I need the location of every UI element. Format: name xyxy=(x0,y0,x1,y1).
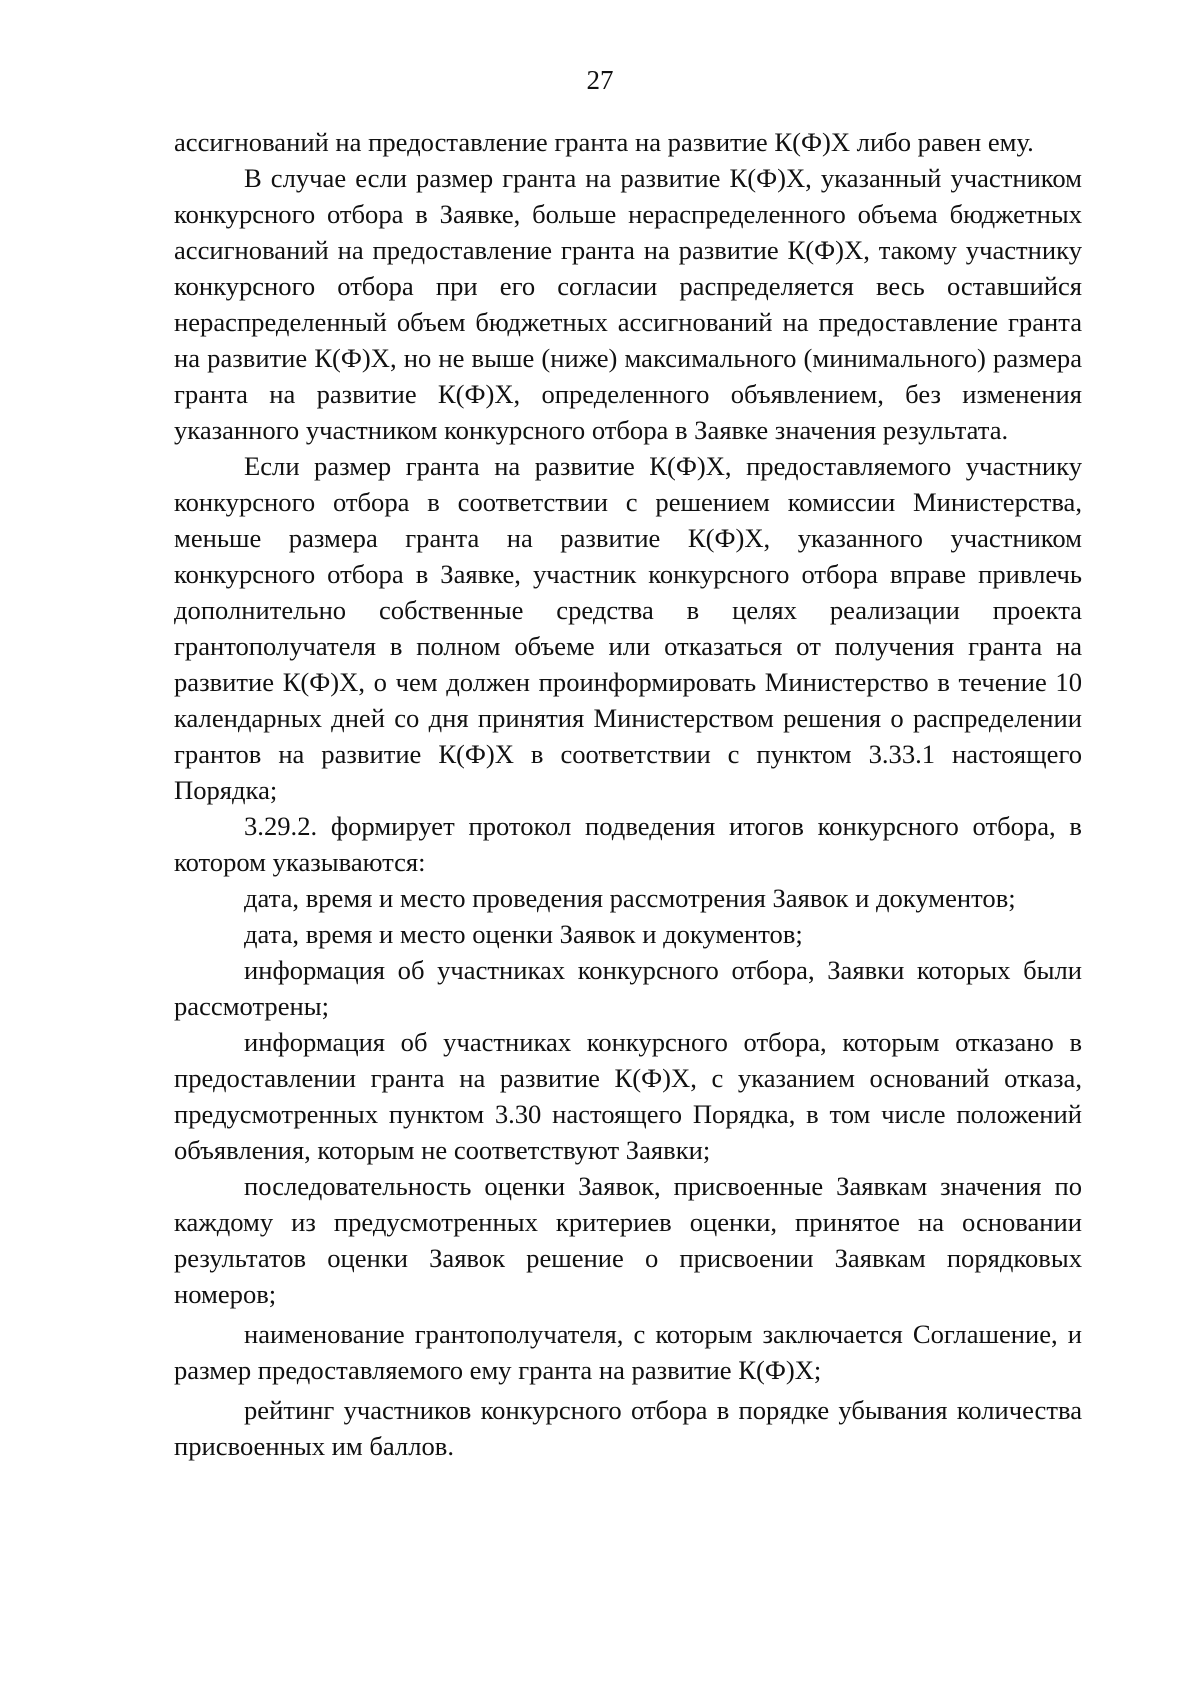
paragraph-grant-size-less: Если размер гранта на развитие К(Ф)Х, предоставляемого участнику конкурсного отбора в соответствии с решением комиссии Министерства, меньше размера гранта на развитие К(Ф)Х, указанного участником конкурсного отбора в Заявке, участник конкурсного отбора вправе привлечь дополнительно собственные средства в целях реализации проекта грантополучателя в полном объеме или отказаться от получения гранта на развитие К(Ф)Х, о чем должен проинформировать Министерство в течение 10 календарных дней со дня принятия Министерством решения о распределении грантов на развитие К(Ф)Х в соответствии с пунктом 3.33.1 настоящего Порядка; xyxy=(174,451,1082,805)
paragraph-grant-size-exceeds: В случае если размер гранта на развитие К(Ф)Х, указанный участником конкурсного отбора в Заявке, больше нераспределенного объема бюджетных ассигнований на предоставление гранта на развитие К(Ф)Х, такому участнику конкурсного отбора при его согласии распределяется весь оставшийся нераспределенный объем бюджетных ассигнований на предоставление гранта на развитие К(Ф)Х, но не выше (ниже) максимального (минимального) размера гранта на развитие К(Ф)Х, определенного объявлением, без изменения указанного участником конкурсного отбора в Заявке значения результата. xyxy=(174,163,1082,445)
paragraph-clause-3-29-2: 3.29.2. формирует протокол подведения итогов конкурсного отбора, в котором указываются: xyxy=(174,811,1082,877)
page-number: 27 xyxy=(586,65,614,95)
document-body xyxy=(174,124,1082,1464)
list-item-evaluation-date: дата, время и место оценки Заявок и документов; xyxy=(244,919,803,949)
list-item-grant-recipient: наименование грантополучателя, с которым заключается Соглашение, и размер предоставляемого ему гранта на развитие К(Ф)Х; xyxy=(174,1319,1082,1385)
list-item-reviewed-participants: информация об участниках конкурсного отбора, Заявки которых были рассмотрены; xyxy=(174,955,1082,1021)
list-item-participant-rating: рейтинг участников конкурсного отбора в порядке убывания количества присвоенных им баллов. xyxy=(174,1395,1082,1461)
paragraph-continuation: ассигнований на предоставление гранта на развитие К(Ф)Х либо равен ему. xyxy=(174,127,1034,157)
list-item-review-date: дата, время и место проведения рассмотрения Заявок и документов; xyxy=(244,883,1016,913)
list-item-rejected-participants: информация об участниках конкурсного отбора, которым отказано в предоставлении гранта на развитие К(Ф)Х, с указанием оснований отказа, предусмотренных пунктом 3.30 настоящего Порядка, в том числе положений объявления, которым не соответствуют Заявки; xyxy=(174,1027,1082,1165)
list-item-evaluation-sequence: последовательность оценки Заявок, присвоенные Заявкам значения по каждому из предусмотренных критериев оценки, принятое на основании результатов оценки Заявок решение о присвоении Заявкам порядковых номеров; xyxy=(174,1171,1082,1309)
